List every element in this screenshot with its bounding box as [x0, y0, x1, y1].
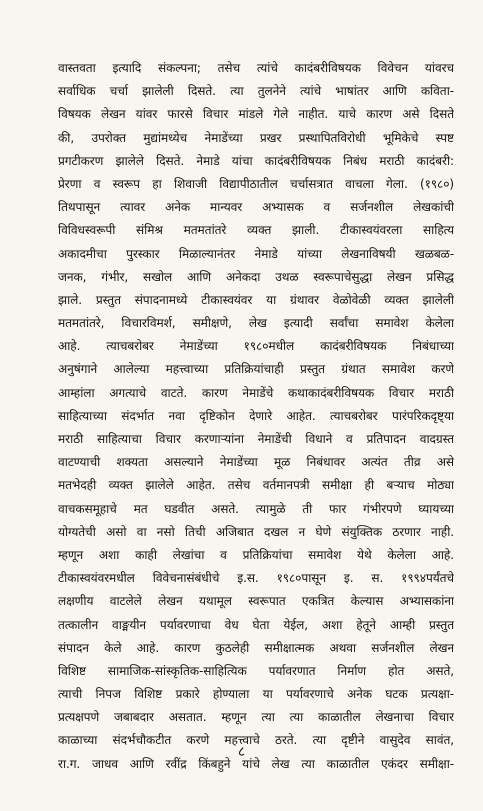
text-line: म्हणून अशा काही लेखांचा व प्रतिक्रियांचा समावेश येथे केलेला आहे. [58, 547, 454, 562]
text-line: आम्हांला अगत्याचे वाटते. कारण नेमाडेंचे कथाकादंबरीविषयक विचार मराठी [58, 385, 454, 400]
text-line: मतमतांतरे, विचारविमर्श, समीक्षणे, लेख इत्यादी सर्वांचा समावेश केलेला [58, 316, 454, 331]
text-line: टीकास्वयंवरमधील विवेचनासंबंधीचे इ.स. १९८०पासून इ. स. १९९४पर्यंतचे [58, 571, 454, 586]
text-line: वास्तवता इत्यादि संकल्पना; तसेच त्यांचे कादंबरीविषयक विवेचन यांवरच [58, 61, 454, 75]
body-text [58, 57, 454, 776]
text-line: अनुषंगाने आलेल्या महत्त्वाच्या प्रतिक्रियांचाही प्रस्तुत ग्रंथात समावेश करणे [58, 362, 454, 377]
text-line: प्रगटीकरण झालेले दिसते. नेमाडे यांचा कादंबरीविषयक निबंध मराठी कादंबरी: [58, 153, 454, 168]
text-line: झाले. प्रस्तुत संपादनामध्ये टीकास्वयंवर या ग्रंथावर वेळोवेळी व्यक्त झालेली [58, 292, 454, 307]
text-line: प्रेरणा व स्वरूप हा शिवाजी विद्यापीठातील चर्चासत्रात वाचला गेला. (१९८०) [58, 176, 454, 191]
text-line: रा.ग. जाधव आणि रवींद्र किंबहुने यांचे लेख त्या काळातील एकंदर समीक्षा- [58, 756, 454, 771]
text-line: वाटण्याची शक्यता असल्याने नेमाडेंच्या मूळ निबंधावर अत्यंत तीव्र असे [58, 455, 454, 470]
text-line: अकादमीचा पुरस्कार मिळाल्यानंतर नेमाडे यांच्या लेखनाविषयी खळबळ- [58, 246, 454, 261]
text-line: विविधस्वरूपी संमिश्र मतमतांतरे व्यक्त झाली. टीकास्वयंवरला साहित्य [58, 223, 454, 238]
text-line: तिथपासून त्यावर अनेक मान्यवर अभ्यासक व सर्जनशील लेखकांची [58, 200, 454, 215]
text-line: लक्षणीय वाटलेले लेखन यथामूल स्वरूपात एकत्रित केल्यास अभ्यासकांना [58, 594, 454, 609]
text-line: आहे. त्याचबरोबर नेमाडेंच्या १९८०मधील कादंबरीविषयक निबंधाच्या [58, 339, 454, 354]
text-line: योग्यतेची असो वा नसो तिची अजिबात दखल न घेणे संयुक्तिक ठरणार नाही. [58, 524, 454, 539]
text-line: संपादन केले आहे. कारण कुठलेही समीक्षात्मक अथवा सर्जनशील लेखन [58, 640, 454, 655]
text-line: मतभेदही व्यक्त झालेले आहेत. तसेच वर्तमानपत्री समीक्षा ही बऱ्याच मोठ्या [58, 478, 454, 493]
text-line: तत्कालीन वाङ्मयीन पर्यावरणाचा वेध घेता येईल, अशा हेतूने आम्ही प्रस्तुत [58, 617, 454, 632]
text-line: साहित्याच्या संदर्भात नवा दृष्टिकोन देणारे आहेत. त्याचबरोबर पारंपरिकदृष्ट्या [58, 408, 454, 423]
text-line: मराठी साहित्याचा विचार करणाऱ्यांना नेमाडेंची विधाने व प्रतिपादन वादग्रस्त [58, 432, 454, 446]
text-line: काळाच्या संदर्भचौकटीत करणे महत्त्वाचे ठरते. त्या दृष्टीने वासुदेव सावंत, [58, 733, 454, 748]
page-number: ८ [237, 744, 246, 760]
text-line: विशिष्ट सामाजिक-सांस्कृतिक-साहित्यिक पर्यावरणात निर्माण होत असते, [58, 663, 454, 678]
text-line: वाचकसमूहाचे मत घडवीत असते. त्यामुळे ती फार गंभीरपणे घ्यायच्या [58, 501, 454, 516]
text-line: त्याची निपज विशिष्ट प्रकारे होण्याला या पर्यावरणाचे अनेक घटक प्रत्यक्षा- [58, 687, 454, 702]
text-line: प्रत्यक्षपणे जबाबदार असतात. म्हणून त्या त्या काळातील लेखनाचा विचार [58, 710, 454, 725]
text-line: जनक, गंभीर, सखोल आणि अनेकदा उथळ स्वरूपाचेसुद्धा लेखन प्रसिद्ध [58, 269, 454, 284]
text-line: की, उपरोक्त मुद्यांमध्येच नेमाडेंच्या प्रखर प्रस्थापितविरोधी भूमिकेचे स्पष्ट [58, 130, 454, 145]
text-line: सर्वाधिक चर्चा झालेली दिसते. त्या तुलनेने त्यांचे भाषांतर आणि कविता- [58, 84, 454, 99]
text-line: विषयक लेखन यांवर फारसे विचार मांडले गेले नाहीत. याचे कारण असे दिसते [58, 107, 454, 122]
